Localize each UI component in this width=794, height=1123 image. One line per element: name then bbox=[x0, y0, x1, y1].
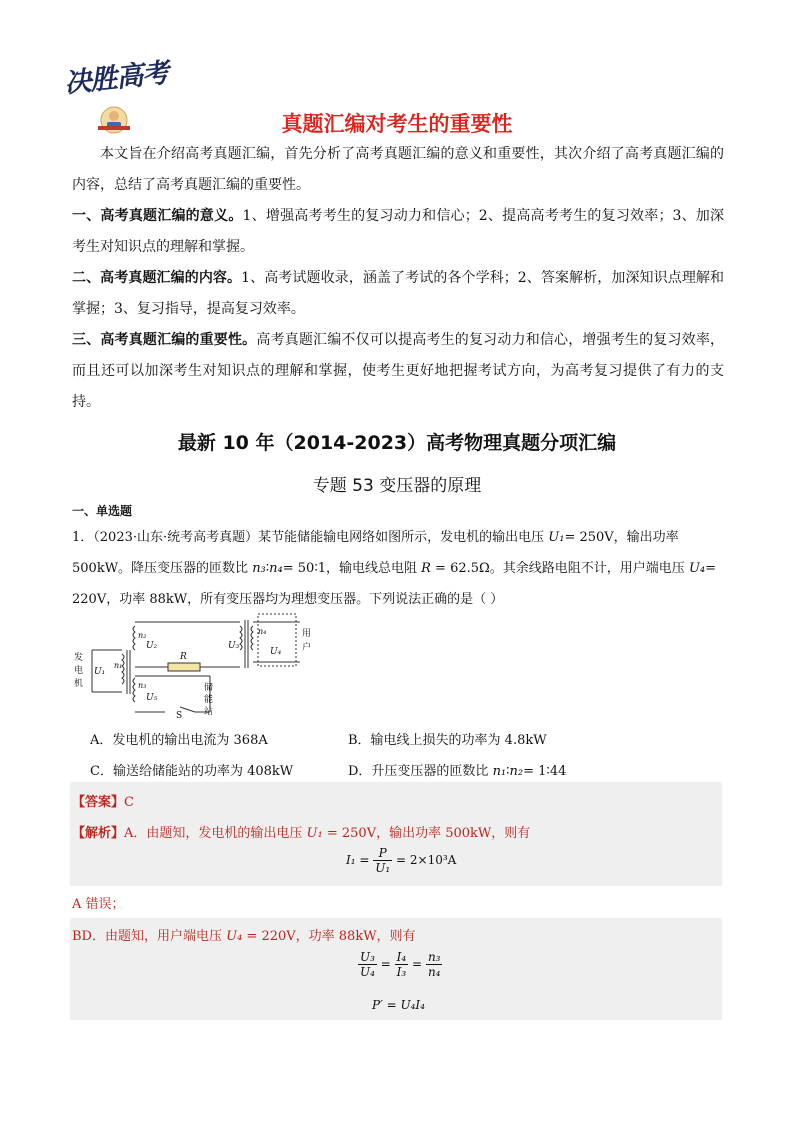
stem-part: = 62.5Ω。其余线路电阻不计，用户端电压 bbox=[430, 561, 689, 576]
circuit-u1: U₁ bbox=[94, 667, 106, 677]
circuit-n4: n₄ bbox=[258, 627, 267, 636]
circuit-storage-label-3: 站 bbox=[204, 707, 214, 717]
eq2-den-2: I₃ bbox=[396, 965, 407, 979]
stem-part: = 220V，功率 88kW，所有变压器均为理想变压器。下列说法正确的是（ ） bbox=[72, 561, 717, 607]
eq2-equals: = bbox=[380, 957, 391, 971]
stem-part: = 50∶1，输电线总电阻 bbox=[282, 561, 422, 576]
var-u1: U₁ bbox=[548, 530, 565, 545]
point-3-label: 三、高考真题汇编的重要性。 bbox=[72, 332, 257, 348]
point-2-text: 1、高考试题收录，涵盖了考试的各个学科；2、答案解析，加深知识点理解和掌握；3、复习指导，提高复习效率。 bbox=[72, 270, 725, 317]
point-2 bbox=[72, 263, 724, 325]
circuit-r: R bbox=[180, 652, 187, 662]
analysis-text: A．由题知，发电机的输出电压 bbox=[124, 826, 307, 841]
analysis-text: = 220V，功率 88kW，则有 bbox=[242, 929, 416, 944]
eq1-fraction bbox=[373, 846, 392, 875]
eq1-rhs: = 2×10³A bbox=[396, 853, 457, 867]
var-n3: n₃ bbox=[252, 561, 266, 576]
circuit-generator-label-2: 电 bbox=[74, 666, 84, 676]
point-1-text: 1、增强高考考生的复习动力和信心；2、提高高考考生的复习效率；3、加深考生对知识点的理解和掌握。 bbox=[72, 208, 724, 255]
circuit-s: S bbox=[176, 711, 183, 721]
analysis-bd-line bbox=[72, 925, 416, 944]
eq2-den-1: U₄ bbox=[360, 965, 375, 979]
circuit-user-label-2: 户 bbox=[302, 643, 312, 653]
eq2-den-3: n₄ bbox=[427, 965, 441, 979]
option-b: B．输电线上损失的功率为 4.8kW bbox=[348, 733, 547, 748]
stem-part: 1．（2023·山东·统考高考真题）某节能储能输电网络如图所示，发电机的输出电压 bbox=[72, 530, 549, 545]
section-title: 一、单选题 bbox=[72, 504, 133, 518]
analysis-label: 【解析】 bbox=[72, 826, 125, 841]
circuit-u4: U₄ bbox=[270, 647, 282, 657]
eq2-fraction-u bbox=[358, 950, 377, 979]
option-d-prefix: D．升压变压器的匝数比 bbox=[348, 764, 493, 779]
eq1-numerator: P bbox=[378, 846, 387, 860]
analysis-line-1 bbox=[72, 822, 530, 841]
option-d-n1: n₁ bbox=[492, 764, 507, 779]
option-d-suffix: = 1∶44 bbox=[523, 764, 567, 779]
eq2-fraction-n bbox=[426, 950, 443, 979]
circuit-u2: U₂ bbox=[146, 641, 158, 651]
circuit-generator-label-1: 发 bbox=[74, 653, 84, 663]
circuit-storage-label-1: 储 bbox=[204, 683, 214, 693]
analysis-var-u1: U₁ bbox=[306, 826, 323, 841]
option-d-n2: n₂ bbox=[509, 764, 524, 779]
equation-2 bbox=[358, 950, 442, 979]
question-stem bbox=[72, 522, 724, 615]
circuit-diagram bbox=[70, 612, 320, 722]
equation-1: I₁ = $\frac{P}{\text{U₁}}$ = 2×10³A bbox=[346, 846, 457, 875]
circuit-user-label-1: 用 bbox=[302, 629, 312, 639]
point-1-label: 一、高考真题汇编的意义。 bbox=[72, 208, 243, 224]
circuit-generator-label-3: 机 bbox=[74, 679, 84, 689]
collection-heading: 最新 10 年（2014-2023）高考物理真题分项汇编 bbox=[177, 432, 617, 454]
eq2-equals: = bbox=[412, 957, 423, 971]
option-d-colon: ∶ bbox=[506, 764, 510, 779]
circuit-storage-label-2: 能 bbox=[204, 695, 214, 705]
circuit-n2: n₂ bbox=[138, 631, 147, 640]
circuit-u5: U₅ bbox=[146, 693, 158, 703]
answer-label: 【答案】 bbox=[72, 795, 125, 810]
analysis-var-u4: U₄ bbox=[226, 929, 243, 944]
point-3 bbox=[72, 325, 724, 418]
eq2-num-3: n₃ bbox=[427, 950, 441, 964]
circuit-u3: U₃ bbox=[228, 641, 240, 651]
eq1-lhs: I₁ bbox=[346, 853, 356, 867]
intro-paragraph: 本文旨在介绍高考真题汇编，首先分析了高考真题汇编的意义和重要性，其次介绍了高考真题汇编的内容，总结了高考真题汇编的重要性。 bbox=[72, 146, 724, 193]
page-title: 真题汇编对考生的重要性 bbox=[281, 112, 513, 136]
circuit-n5: n₃ bbox=[138, 681, 147, 690]
point-1 bbox=[72, 201, 724, 263]
analysis-text: BD．由题知，用户端电压 bbox=[72, 929, 227, 944]
var-r: R bbox=[421, 561, 431, 576]
point-3-text: 高考真题汇编不仅可以提高考生的复习动力和信心，增强考生的复习效率，而且还可以加深考生对知识点的理解和掌握，使考生更好地把握考试方向，为高考复习提供了有力的支持。 bbox=[72, 332, 724, 410]
analysis-text: = 250V，输出功率 500kW，则有 bbox=[322, 826, 531, 841]
option-a: A．发电机的输出电流为 368A bbox=[90, 733, 268, 748]
a-wrong-line: A 错误； bbox=[72, 897, 125, 912]
stem-part: ∶ bbox=[265, 561, 270, 576]
topic-subheading: 专题 53 变压器的原理 bbox=[312, 476, 482, 496]
circuit-n1: n₁ bbox=[114, 661, 123, 670]
logo-brand-text: 决胜高考 bbox=[62, 57, 170, 100]
answer-line bbox=[72, 791, 134, 810]
eq2-fraction-i bbox=[395, 950, 409, 979]
equation-3: P′ = U₄I₄ bbox=[372, 998, 425, 1012]
point-2-label: 二、高考真题汇编的内容。 bbox=[72, 270, 242, 286]
var-n4: n₄ bbox=[269, 561, 283, 576]
option-d bbox=[348, 760, 566, 779]
answer-value: C bbox=[124, 795, 134, 810]
eq2-num-2: I₄ bbox=[396, 950, 407, 964]
option-c: C．输送给储能站的功率为 408kW bbox=[90, 764, 294, 779]
eq1-denominator: U₁ bbox=[375, 861, 391, 875]
eq2-num-1: U₃ bbox=[360, 950, 375, 964]
var-u4: U₄ bbox=[688, 561, 706, 576]
stem-part: = 250V，输出功率 500kW。降压变压器的匝数比 bbox=[72, 530, 679, 576]
